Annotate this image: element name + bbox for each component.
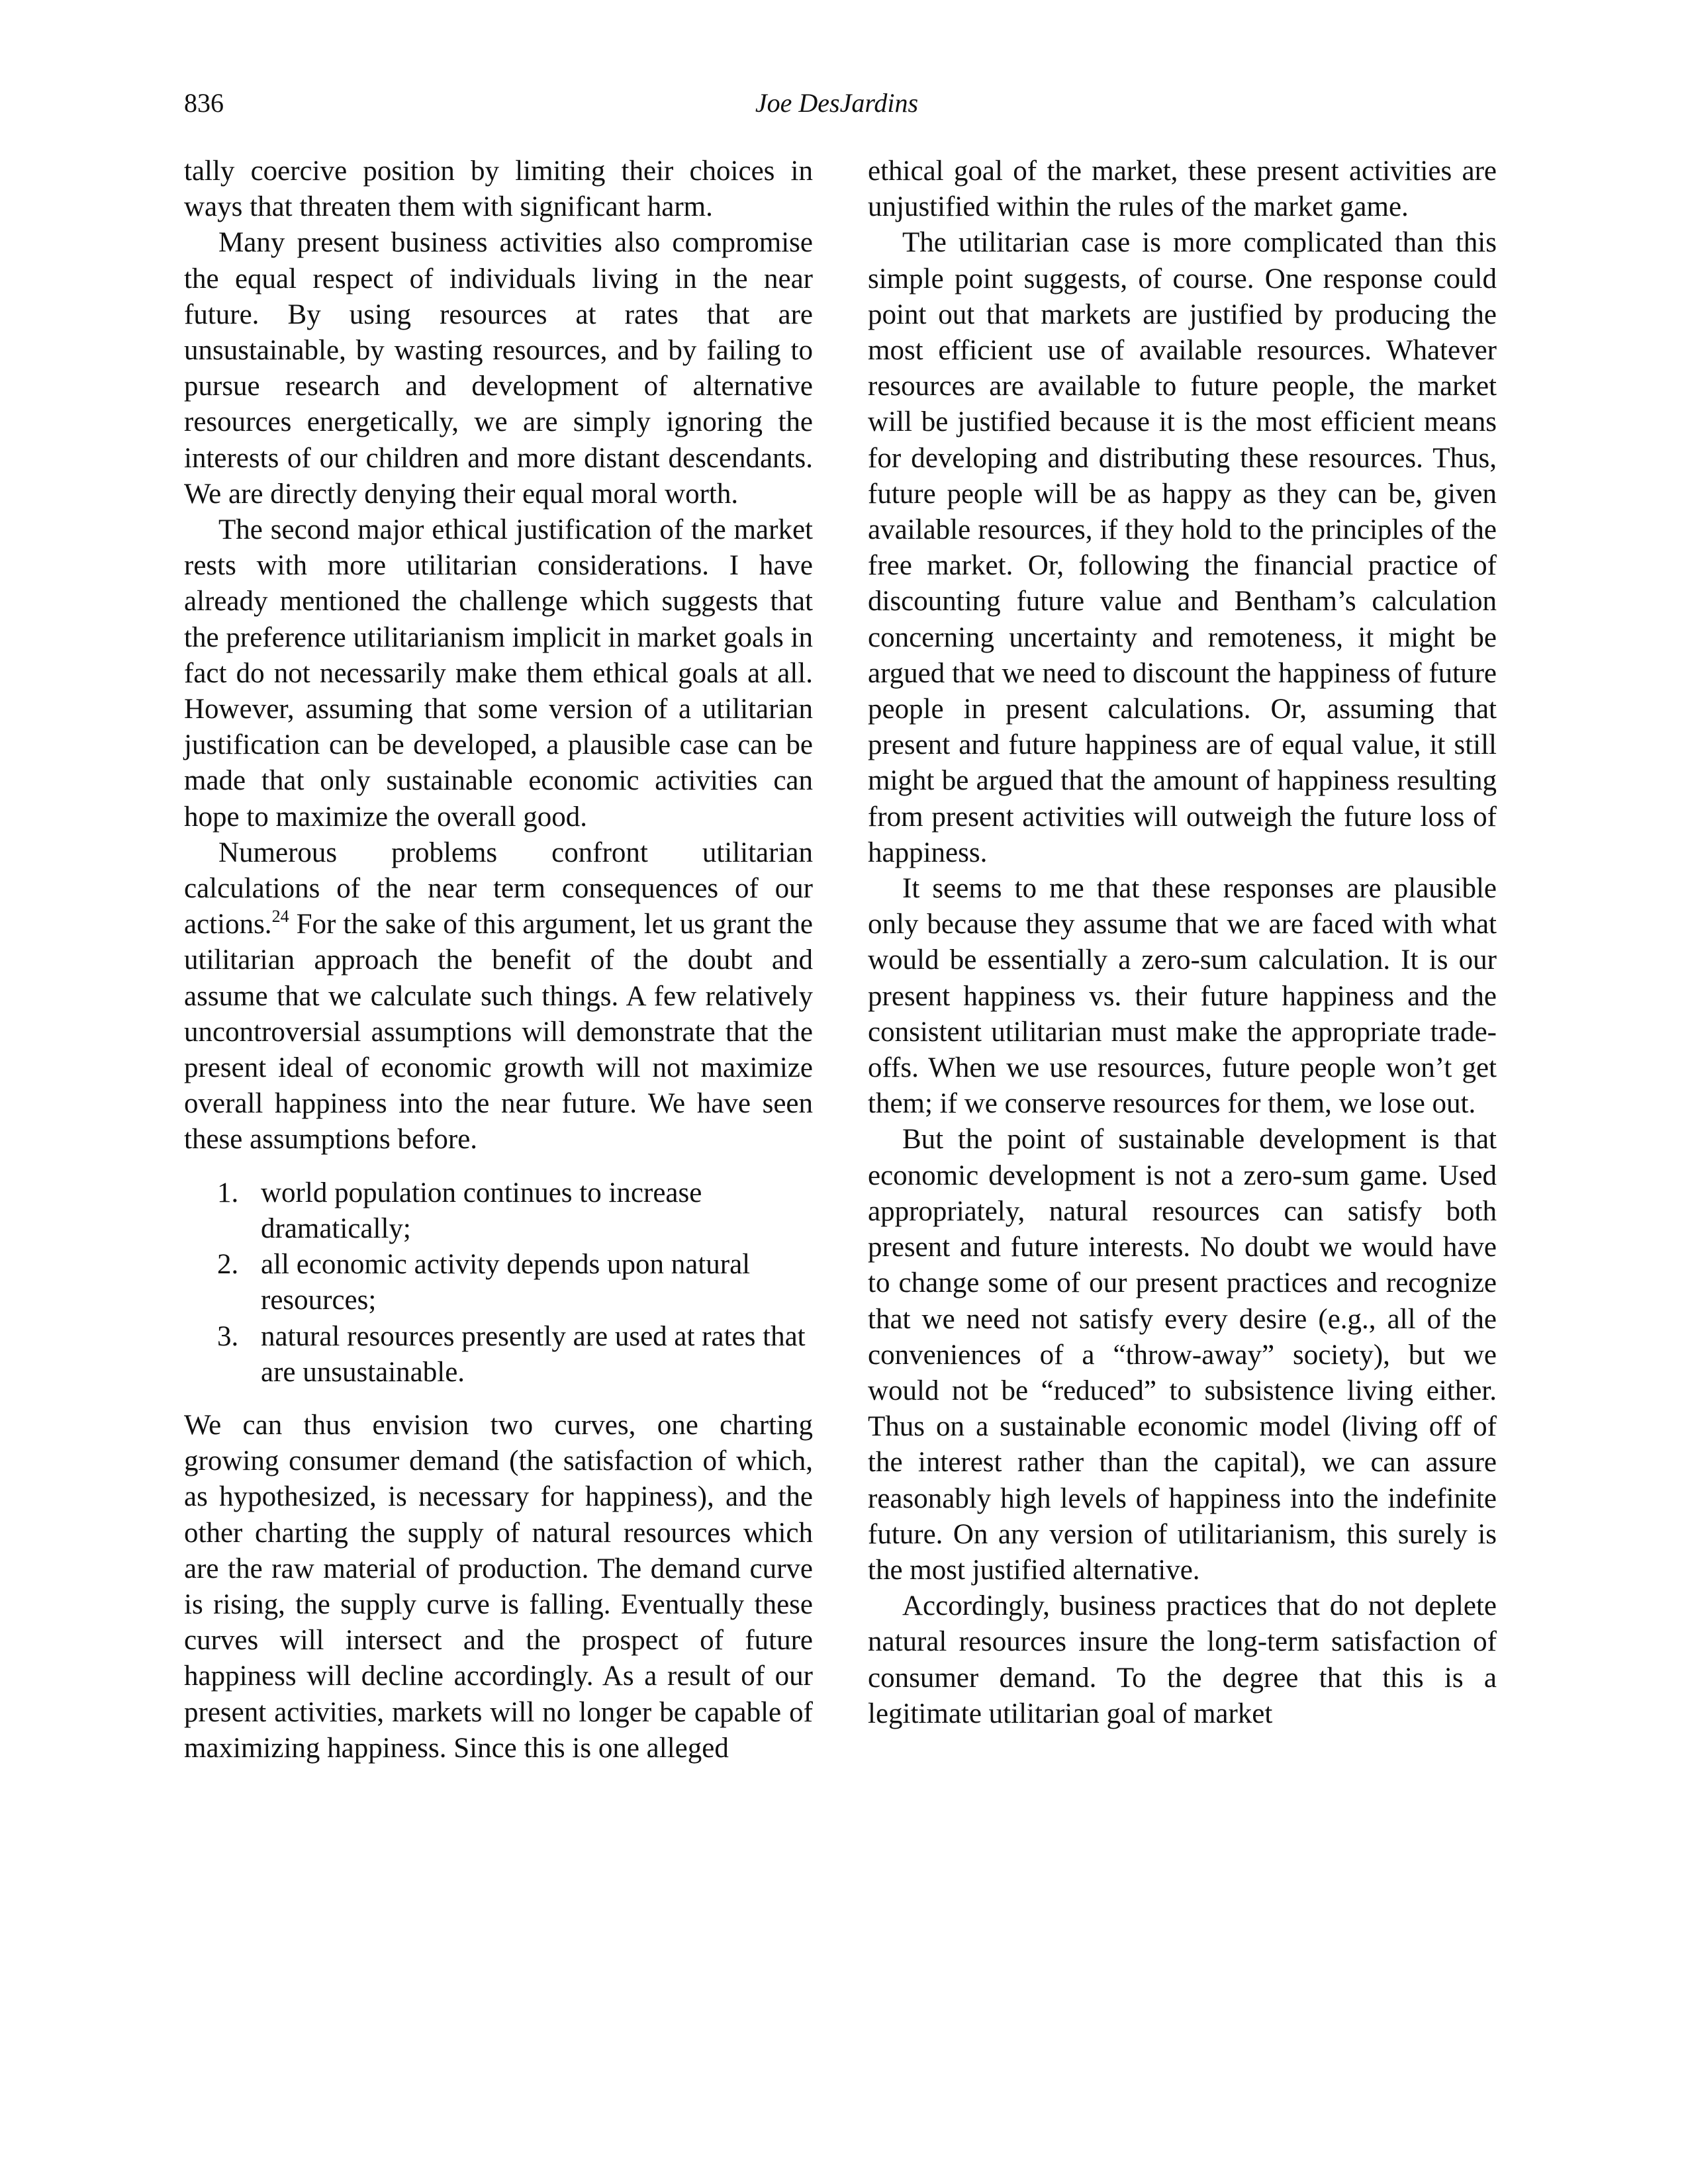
paragraph: Accordingly, business practices that do not deplete natural resources insure the long-term satisfaction of consumer demand. To the degree that this is a legitimate utilitarian goal of market (868, 1590, 1497, 1729)
running-head (184, 83, 1489, 123)
paragraph: The utilitarian case is more complicated than this simple point suggests, of course. One response could point out that markets are justified by producing the most efficient use of available resources. Whatever resources are available to future people, the market will be justified because it is the most efficient means for developing and distributing these resources. Thus, future people will be as happy as they can be, given available resources, if they hold to the principles of the free market. Or, following the financial practice of discounting future value and Bentham’s calculation concerning uncertainty and remoteness, it might be argued that we need to discount the happiness of future people in present calculations. Or, assuming that present and future happiness are of equal value, it still might be argued that the amount of happiness resulting from present activities will outweigh the future loss of happiness. (868, 227, 1497, 868)
list-item-number: 2. (217, 1249, 239, 1281)
left-column (184, 154, 813, 1766)
paragraph-text: Numerous problems confront utilitarian calculations of the near term consequences of our actions. (184, 837, 813, 940)
paragraph: ethical goal of the market, these present activities are unjustified within the rules of the market game. (868, 156, 1497, 223)
list-item (217, 1247, 813, 1318)
paragraph: Many present business activities also compromise the equal respect of individuals living in the near future. By using resources at rates that are unsustainable, by wasting resources, and by failing to pursue research and development of alternative resources energetically, we are simply ignoring the interests of our children and more distant descendants. We are directly denying their equal moral worth. (184, 227, 813, 510)
list-item (217, 1319, 813, 1390)
assumption-list (184, 1175, 813, 1390)
paragraph: We can thus envision two curves, one charting growing consumer demand (the satisfaction of which, as hypothesized, is necessary for happiness), and the other charting the supply of natural resources which are the raw material of production. The demand curve is rising, the supply curve is falling. Eventually these curves will intersect and the prospect of future happiness will decline accordingly. As a result of our present activities, markets will no longer be capable of maximizing happiness. Since this is one alleged (184, 1409, 813, 1764)
right-column (868, 154, 1497, 1732)
list-item-text: all economic activity depends upon natural resources; (261, 1249, 751, 1316)
paragraph-with-note (184, 835, 813, 1158)
list-item (217, 1175, 813, 1247)
running-head-author: Joe DesJardins (755, 88, 919, 118)
footnote-marker: 24 (271, 906, 289, 926)
list-item-text: natural resources presently are used at rates that are unsustainable. (261, 1320, 806, 1388)
page-number: 836 (184, 88, 224, 118)
paragraph-text: For the sake of this argument, let us grant the utilitarian approach the benefit of the doubt and assume that we calculate such things. A few relatively uncontroversial assumptions will demonstrate that the present ideal of economic growth will not maximize overall happiness into the near future. We have seen these assumptions before. (184, 909, 813, 1156)
paragraph: It seems to me that these responses are plausible only because they assume that we are faced with what would be essentially a zero-sum calculation. It is our present happiness vs. their future happiness and the consistent utilitarian must make the appropriate trade-offs. When we use resources, future people won’t get them; if we conserve resources for them, we lose out. (868, 873, 1497, 1120)
paragraph: But the point of sustainable development is that economic development is not a zero-sum game. Used appropriately, natural resources can satisfy both present and future interests. No doubt we would have to change some of our present practices and recognize that we need not satisfy every desire (e.g., all of the conveniences of a “throw-away” society), but we would not be “reduced” to subsistence living either. Thus on a sustainable economic model (living off of the interest rather than the capital), we can assure reasonably high levels of happiness into the indefinite future. On any version of utilitarianism, this surely is the most justified alternative. (868, 1124, 1497, 1586)
list-item-number: 1. (217, 1177, 239, 1208)
list-item-text: world population continues to increase dramatically; (261, 1177, 702, 1244)
paragraph: tally coercive position by limiting their choices in ways that threaten them with significant harm. (184, 156, 813, 223)
list-item-number: 3. (217, 1320, 239, 1352)
paragraph: The second major ethical justification of the market rests with more utilitarian considerations. I have already mentioned the challenge which suggests that the preference utilitarianism implicit in market goals in fact do not necessarily make them ethical goals at all. However, assuming that some version of a utilitarian justification can be developed, a plausible case can be made that only sustainable economic activities can hope to maximize the overall good. (184, 514, 813, 833)
